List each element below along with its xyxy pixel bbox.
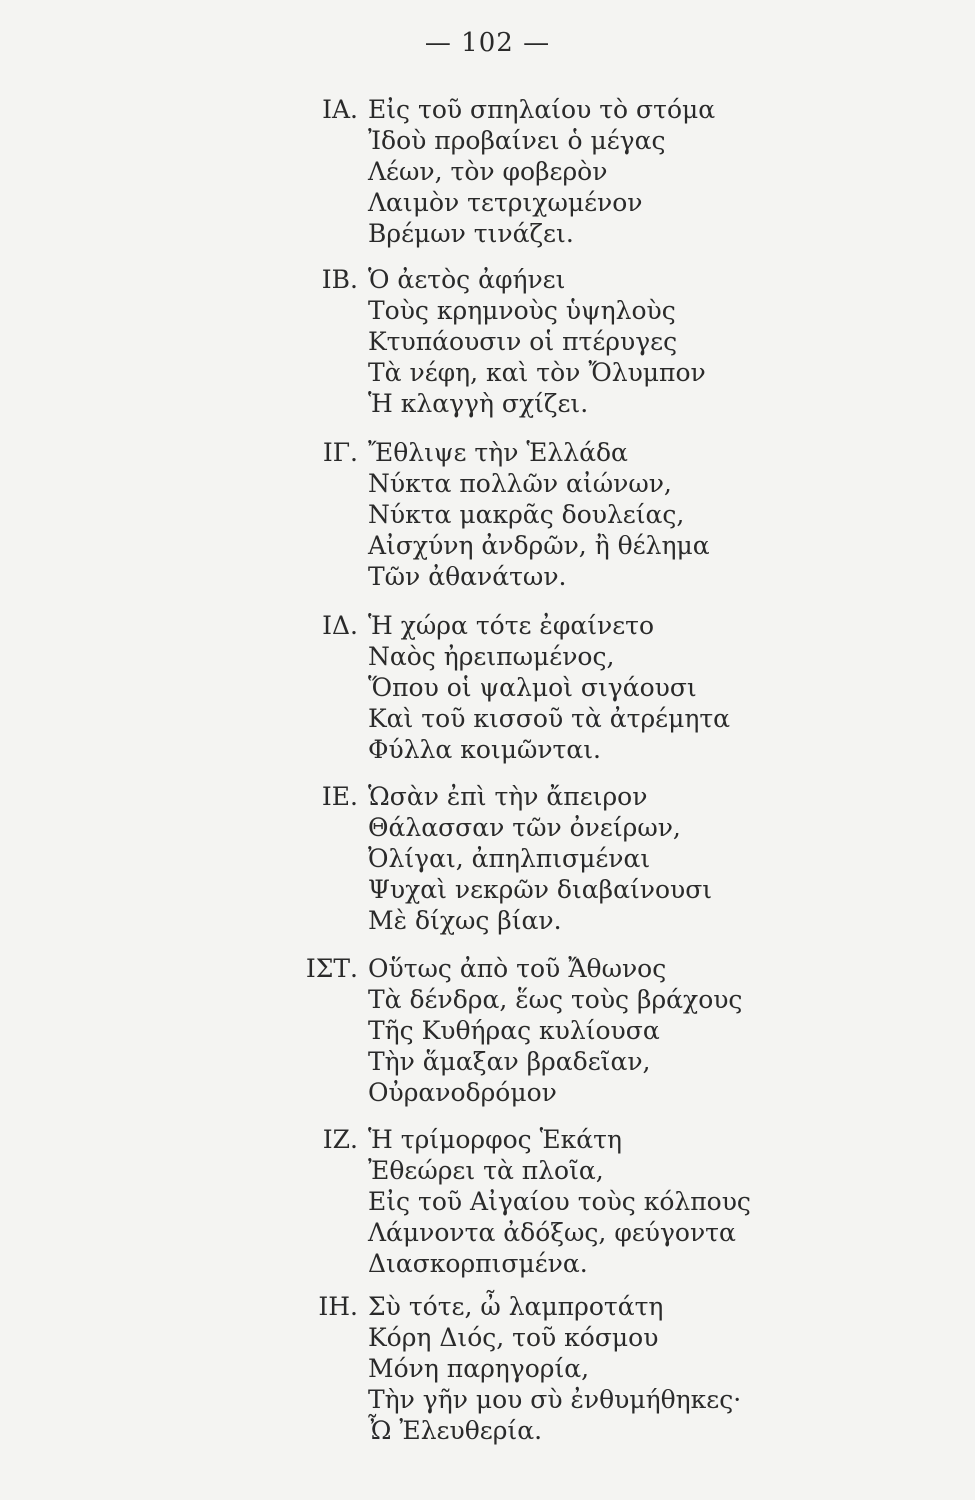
- verse-line: Αἰσχύνη ἀνδρῶν, ἢ θέλημα: [368, 531, 710, 560]
- verse-line: Τοὺς κρημνοὺς ὑψηλοὺς: [368, 296, 676, 325]
- verse-line: Σὺ τότε, ὦ λαμπροτάτη: [368, 1292, 664, 1321]
- verse-line: Ἡ κλαγγὴ σχίζει.: [368, 389, 589, 418]
- stanza-lines: [368, 953, 788, 1108]
- verse-line: Ναὸς ἠρειπωμένος,: [368, 642, 615, 671]
- verse-line: Μὲ δίχως βίαν.: [368, 906, 562, 935]
- stanza-numeral: ΙΑ.: [322, 95, 358, 124]
- verse-line: Ψυχαὶ νεκρῶν διαβαίνουσι: [368, 875, 713, 904]
- verse-line: Τὰ νέφη, καὶ τὸν Ὄλυμπον: [368, 358, 706, 387]
- verse-line: Ὅπου οἱ ψαλμοὶ σιγάουσι: [368, 673, 697, 702]
- verse-line: Ἰδοὺ προβαίνει ὁ μέγας: [368, 126, 666, 155]
- verse-line: Λέων, τὸν φοβερὸν: [368, 157, 608, 186]
- stanza-lines: [368, 610, 788, 765]
- verse-line: Ὦ Ἐλευθερία.: [368, 1416, 543, 1445]
- verse-line: Νύκτα μακρᾶς δουλείας,: [368, 500, 685, 529]
- verse-line: Οὕτως ἀπὸ τοῦ Ἄθωνος: [368, 954, 667, 983]
- page-number: — 102 —: [424, 28, 551, 58]
- verse-line: Λάμνοντα ἀδόξως, φεύγοντα: [368, 1218, 736, 1247]
- stanza-lines: [368, 781, 788, 936]
- verse-line: Ἡ τρίμορφος Ἑκάτη: [368, 1125, 622, 1154]
- stanza-numeral: ΙΓ.: [322, 438, 358, 467]
- verse-line: Ἐθεώρει τὰ πλοῖα,: [368, 1156, 604, 1185]
- verse-line: Τῆς Κυθήρας κυλίουσα: [368, 1016, 660, 1045]
- verse-line: Διασκορπισμένα.: [368, 1249, 588, 1278]
- verse-line: Ἔθλιψε τὴν Ἑλλάδα: [368, 438, 628, 467]
- verse-line: Ἡ χώρα τότε ἐφαίνετο: [368, 611, 655, 640]
- stanza-numeral: ΙΖ.: [322, 1125, 358, 1154]
- stanza-numeral: ΙΕ.: [321, 782, 358, 811]
- verse-line: Καὶ τοῦ κισσοῦ τὰ ἀτρέμητα: [368, 704, 731, 733]
- verse-line: Οὐρανοδρόμον: [368, 1078, 557, 1107]
- stanza-lines: [368, 437, 788, 592]
- verse-line: Τὰ δένδρα, ἕως τοὺς βράχους: [368, 985, 743, 1014]
- verse-line: Ὁ ἀετὸς ἀφήνει: [368, 265, 566, 294]
- stanza-numeral: ΙΒ.: [321, 265, 358, 294]
- verse-line: Βρέμων τινάζει.: [368, 219, 574, 248]
- stanza-lines: [368, 1291, 788, 1446]
- stanza-lines: [368, 94, 788, 249]
- stanza-lines: [368, 264, 788, 419]
- verse-line: Νύκτα πολλῶν αἰώνων,: [368, 469, 672, 498]
- stanza-numeral: ΙΔ.: [322, 611, 358, 640]
- verse-line: Εἰς τοῦ Αἰγαίου τοὺς κόλπους: [368, 1187, 751, 1216]
- verse-line: Κτυπάουσιν οἱ πτέρυγες: [368, 327, 678, 356]
- stanza-numeral: ΙΣΤ.: [305, 954, 358, 983]
- verse-line: Φύλλα κοιμῶνται.: [368, 735, 601, 764]
- verse-line: Ὡσὰν ἐπὶ τὴν ἄπειρον: [368, 782, 648, 811]
- stanza-lines: [368, 1124, 788, 1279]
- verse-line: Θάλασσαν τῶν ὀνείρων,: [368, 813, 681, 842]
- verse-line: Ὀλίγαι, ἀπηλπισμέναι: [368, 844, 651, 873]
- verse-line: Τῶν ἀθανάτων.: [368, 562, 567, 591]
- stanza-numeral: ΙΗ.: [318, 1292, 358, 1321]
- verse-line: Κόρη Διός, τοῦ κόσμου: [368, 1323, 659, 1352]
- verse-line: Εἰς τοῦ σπηλαίου τὸ στόμα: [368, 95, 716, 124]
- verse-line: Τὴν ἅμαξαν βραδεῖαν,: [368, 1047, 651, 1076]
- verse-line: Τὴν γῆν μου σὺ ἐνθυμήθηκες·: [368, 1385, 742, 1414]
- verse-line: Λαιμὸν τετριχωμένον: [368, 188, 643, 217]
- verse-line: Μόνη παρηγορία,: [368, 1354, 590, 1383]
